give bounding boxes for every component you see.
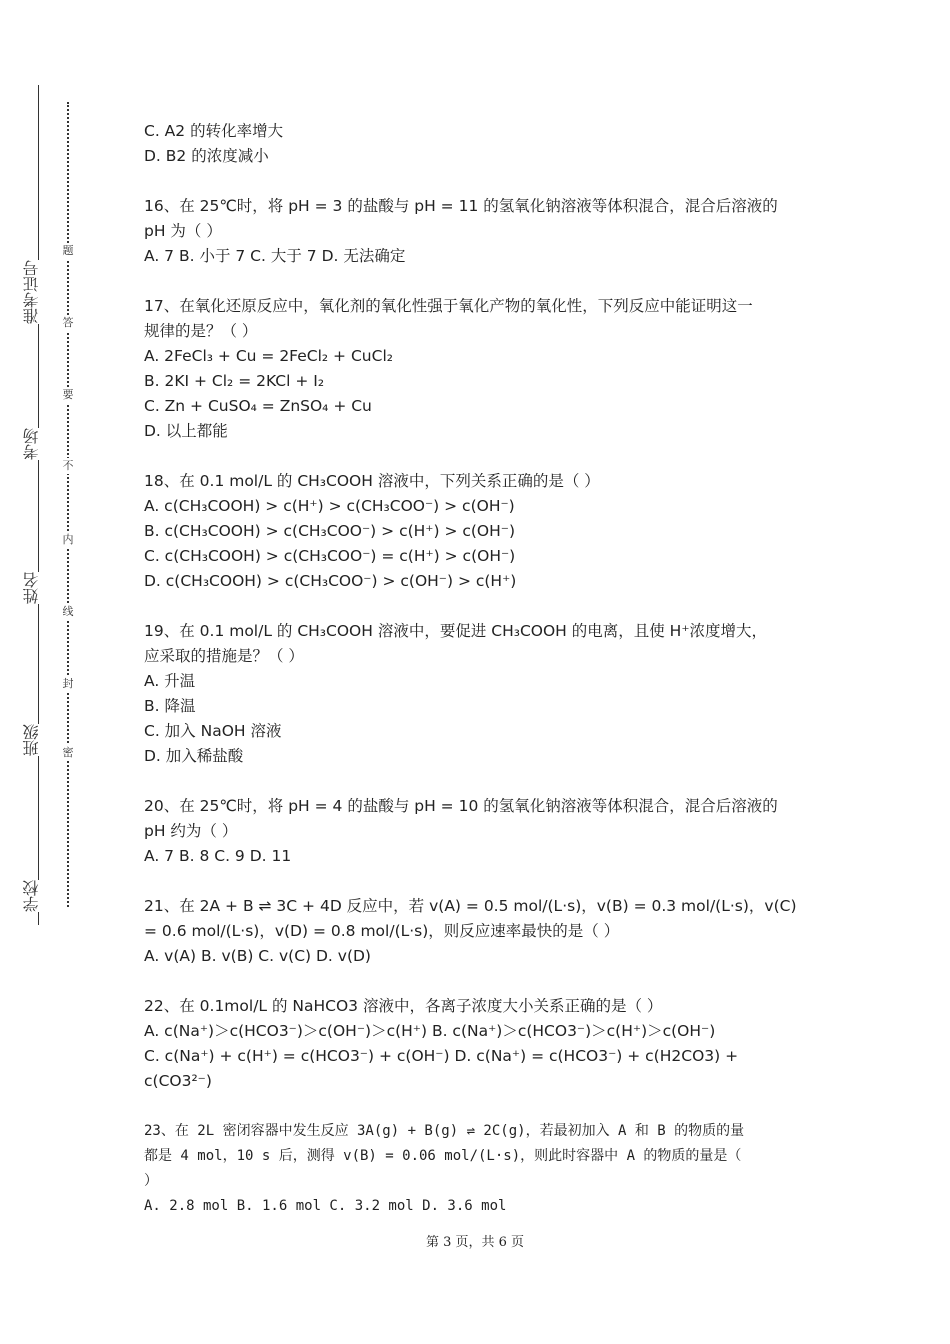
question-17: [144, 294, 816, 444]
option-line: A. c(Na⁺)＞c(HCO3⁻)＞c(OH⁻)＞c(H⁺) B. c(Na⁺)＞c(HCO3⁻)＞c(H⁺)＞c(OH⁻): [144, 1022, 716, 1040]
question-stem: ）: [144, 1173, 158, 1189]
seal-char: 题: [60, 243, 76, 259]
question-stem: pH 约为（ ）: [144, 822, 238, 840]
margin-label-school: 学校: [22, 880, 44, 912]
question-stem: 都是 4 mol，10 s 后，测得 v(B) = 0.06 mol/(L·s)，则此时容器中 A 的物质的量是（: [144, 1148, 742, 1164]
question-21: [144, 894, 816, 969]
option-line: B. c(CH₃COOH) > c(CH₃COO⁻) > c(H⁺) > c(OH⁻): [144, 522, 516, 540]
question-stem: 18、在 0.1 mol/L 的 CH₃COOH 溶液中，下列关系正确的是（ ）: [144, 472, 600, 490]
option-line: C. 加入 NaOH 溶液: [144, 722, 282, 740]
option-line: C. Zn + CuSO₄ = ZnSO₄ + Cu: [144, 397, 372, 415]
option-line: D. c(CH₃COOH) > c(CH₃COO⁻) > c(OH⁻) > c(H⁺): [144, 572, 517, 590]
margin-label-class: 班级: [22, 724, 44, 756]
seal-char: 内: [60, 532, 76, 548]
option-line: C. c(Na⁺) + c(H⁺) = c(HCO3⁻) + c(OH⁻) D. c(Na⁺) = c(HCO3⁻) + c(H2CO3) +: [144, 1047, 739, 1065]
seal-char: 封: [60, 676, 76, 692]
seal-char: 不: [60, 458, 76, 474]
option-line: C. c(CH₃COOH) > c(CH₃COO⁻) = c(H⁺) > c(OH⁻): [144, 547, 516, 565]
question-stem: 应采取的措施是？（ ）: [144, 647, 304, 665]
binding-dotted-line: [67, 102, 69, 907]
seal-char: 线: [60, 604, 76, 620]
question-stem: pH 为（ ）: [144, 222, 222, 240]
margin-label-name: 姓名: [22, 572, 44, 604]
option-line: A. 升温: [144, 672, 196, 690]
seal-char: 要: [60, 387, 76, 403]
option-line: A. v(A) B. v(B) C. v(C) D. v(D): [144, 947, 371, 965]
question-stem: = 0.6 mol/(L·s)，v(D) = 0.8 mol/(L·s)，则反应速率最快的是（ ）: [144, 922, 620, 940]
question-20: [144, 794, 816, 869]
seal-char: 密: [60, 745, 76, 761]
option-line: A. 2.8 mol B. 1.6 mol C. 3.2 mol D. 3.6 mol: [144, 1198, 507, 1214]
option-line: C. A2 的转化率增大: [144, 122, 284, 140]
question-23: [144, 1119, 816, 1219]
option-line: A. 2FeCl₃ + Cu = 2FeCl₂ + CuCl₂: [144, 347, 393, 365]
option-line: D. 以上都能: [144, 422, 228, 440]
margin-label-admission-number: 准考证号: [22, 260, 44, 324]
option-line: B. 2KI + Cl₂ = 2KCl + I₂: [144, 372, 325, 390]
option-line: c(CO3²⁻): [144, 1072, 212, 1090]
option-line: D. 加入稀盐酸: [144, 747, 244, 765]
question-stem: 规律的是？（ ）: [144, 322, 258, 340]
question-15-tail: [144, 119, 816, 169]
option-line: D. B2 的浓度减小: [144, 147, 269, 165]
question-22: [144, 994, 816, 1094]
question-19: [144, 619, 816, 769]
question-16: [144, 194, 816, 269]
question-content: [144, 119, 816, 1219]
question-stem: 21、在 2A + B ⇌ 3C + 4D 反应中，若 v(A) = 0.5 mol/(L·s)，v(B) = 0.3 mol/(L·s)，v(C): [144, 897, 797, 915]
binding-solid-line: [38, 85, 39, 925]
option-line: B. 降温: [144, 697, 196, 715]
question-stem: 23、在 2L 密闭容器中发生反应 3A(g) + B(g) ⇌ 2C(g)，若最初加入 A 和 B 的物质的量: [144, 1123, 745, 1139]
option-line: A. 7 B. 8 C. 9 D. 11: [144, 847, 292, 865]
page-number: 第 3 页，共 6 页: [425, 1235, 525, 1250]
option-line: A. c(CH₃COOH) > c(H⁺) > c(CH₃COO⁻) > c(OH⁻): [144, 497, 515, 515]
seal-char: 答: [60, 315, 76, 331]
margin-label-exam-room: 考场: [22, 428, 44, 460]
question-stem: 16、在 25℃时，将 pH = 3 的盐酸与 pH = 11 的氢氧化钠溶液等体积混合，混合后溶液的: [144, 197, 778, 215]
question-stem: 22、在 0.1mol/L 的 NaHCO3 溶液中，各离子浓度大小关系正确的是（ ）: [144, 997, 663, 1015]
question-stem: 19、在 0.1 mol/L 的 CH₃COOH 溶液中，要促进 CH₃COOH 的电离，且使 H⁺浓度增大，: [144, 622, 768, 640]
question-stem: 17、在氧化还原反应中，氧化剂的氧化性强于氧化产物的氧化性，下列反应中能证明这一: [144, 297, 753, 315]
option-line: A. 7 B. 小于 7 C. 大于 7 D. 无法确定: [144, 247, 406, 265]
question-stem: 20、在 25℃时，将 pH = 4 的盐酸与 pH = 10 的氢氧化钠溶液等体积混合，混合后溶液的: [144, 797, 778, 815]
question-18: [144, 469, 816, 594]
